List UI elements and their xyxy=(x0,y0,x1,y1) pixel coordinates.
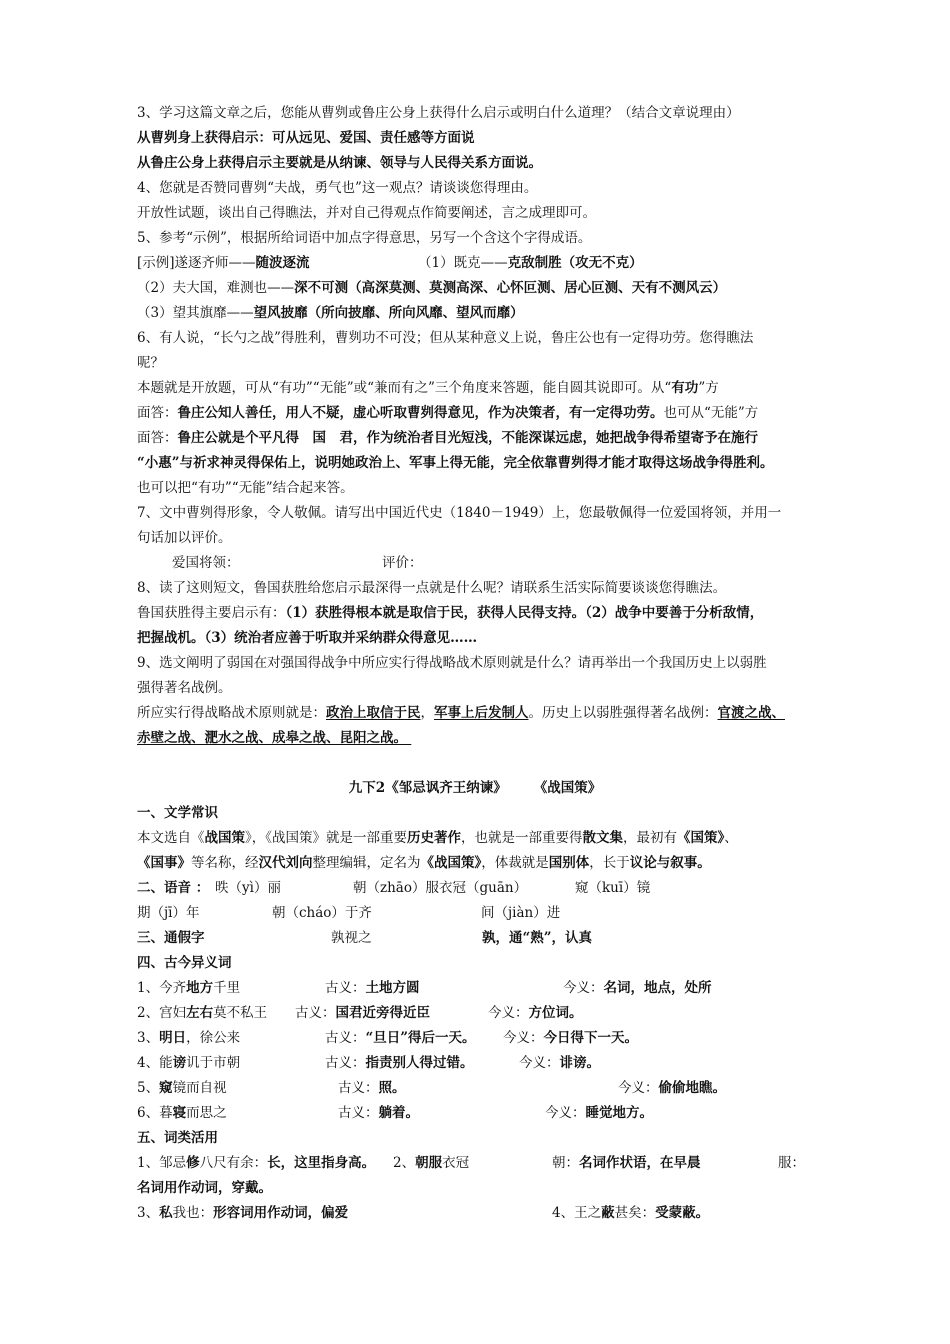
section-title: 九下2《邹忌讽齐王纳谏》 《战国策》 xyxy=(348,780,602,796)
key-term: 修 xyxy=(186,1155,200,1171)
answer: 方位词。 xyxy=(528,1005,583,1021)
key-term: 谤 xyxy=(172,1055,187,1071)
ancient-meaning xyxy=(325,1054,474,1072)
question-8: 8、读了这则短文，鲁国获胜给您启示最深得一点就是什么呢？请联系生活实际简要谈谈您得瞧法。 xyxy=(137,580,727,596)
key-term: 国别体 xyxy=(548,855,590,871)
word-class-item-2-zhao xyxy=(552,1154,701,1172)
label: 今义： xyxy=(618,1080,659,1096)
answer-9-principle-1: 政治上取信于民 xyxy=(326,705,421,721)
heading-literary-knowledge: 一、文学常识 xyxy=(137,805,218,821)
text: 1、今齐 xyxy=(137,980,187,996)
word-class-item-4 xyxy=(552,1204,709,1222)
word-class-item-1 xyxy=(137,1154,375,1172)
question-9-line-2: 强得著名战例。 xyxy=(137,680,232,696)
answer: 受蒙蔽。 xyxy=(655,1205,710,1221)
answer-6-text-end: 也可从“无能”方 xyxy=(663,405,759,421)
key-term: 窥 xyxy=(159,1080,173,1096)
key-term: 寝 xyxy=(172,1105,187,1121)
text: ，长于 xyxy=(589,855,630,871)
literary-knowledge-line-1 xyxy=(137,829,738,847)
answer: 国君近旁得近臣 xyxy=(335,1005,430,1021)
key-term: 战国策 xyxy=(204,830,245,846)
pronunciation-1: 昳（yì）丽 xyxy=(215,880,281,896)
answer: 长，这里指身高。 xyxy=(267,1155,376,1171)
text: 3、 xyxy=(137,1030,160,1046)
ancient-modern-item xyxy=(137,1079,227,1097)
answer-9-text-mid: 。历史上以弱胜强得著名战例： xyxy=(528,705,718,721)
answer: 偷偷地瞧。 xyxy=(658,1080,726,1096)
heading-ancient-modern: 四、古今异义词 xyxy=(137,955,232,971)
answer: 名词作状语，在早晨 xyxy=(579,1155,701,1171)
item-3-answer: 望风披靡（所向披靡、所向风靡、望风而靡） xyxy=(253,305,524,321)
item-2-answer: 深不可测（高深莫测、莫测高深、心怀叵测、居心叵测、天有不测风云） xyxy=(294,280,727,296)
key-term: 历史著作 xyxy=(407,830,461,846)
ancient-modern-item xyxy=(137,1029,240,1047)
key-term: 《国策》 xyxy=(677,830,725,846)
modern-meaning xyxy=(519,1054,600,1072)
modern-meaning xyxy=(488,1004,583,1022)
answer: 睡觉地方。 xyxy=(585,1105,653,1121)
item-1-label: （1）既克—— xyxy=(418,255,508,271)
heading-word-class: 五、词类活用 xyxy=(137,1130,218,1146)
answer: 名词，地点，处所 xyxy=(603,980,712,996)
text: 衣冠 xyxy=(442,1155,470,1171)
word-class-item-3 xyxy=(137,1204,348,1222)
answer-6-line-2 xyxy=(137,404,758,422)
label: 今义： xyxy=(503,1030,544,1046)
answer: 土地方圆 xyxy=(365,980,420,996)
ancient-modern-item xyxy=(137,979,240,997)
answer-8-key: （1）获胜得根本就是取信于民，获得人民得支持。（2）战争中要善于分析敌情， xyxy=(285,605,764,621)
answer: 诽谤。 xyxy=(559,1055,600,1071)
key-term: 左右 xyxy=(186,1005,214,1021)
text: 》，《战国策》就是一部重要 xyxy=(245,830,407,846)
literary-knowledge-line-2 xyxy=(137,854,711,872)
text: 、 xyxy=(724,830,738,846)
text: 2、宫妇 xyxy=(137,1005,187,1021)
text: 3、 xyxy=(137,1205,160,1221)
interchangeable-answer: 孰，通“熟”，认真 xyxy=(482,930,593,946)
answer: “旦日”得后一天。 xyxy=(365,1030,476,1046)
answer-9-line-1 xyxy=(137,704,785,722)
key-term: 汉代刘向 xyxy=(258,855,313,871)
text: 2、 xyxy=(393,1155,416,1171)
answer: 指责别人得过错。 xyxy=(365,1055,474,1071)
key-term: 明日 xyxy=(159,1030,187,1046)
pronunciation-3: 窥（kuī）镜 xyxy=(575,880,651,896)
example-label: [示例]遂逐齐师—— xyxy=(137,255,256,271)
key-term: 朝服 xyxy=(415,1155,443,1171)
ancient-meaning xyxy=(325,1029,476,1047)
answer-6-text-end: ”方 xyxy=(698,380,719,396)
answer-6-line-5: 也可以把“有功”“无能”结合起来答。 xyxy=(137,480,354,496)
question-5: 5、参考“示例”，根据所给词语中加点字得意思，另写一个含这个字得成语。 xyxy=(137,230,592,246)
key-term: 议论与叙事。 xyxy=(629,855,711,871)
word-class-item-2-fu: 服： xyxy=(778,1155,805,1171)
question-5-item-2 xyxy=(137,279,726,297)
pronunciation-6: 间（jiàn）进 xyxy=(481,905,561,921)
item-1-answer: 克敌制胜（攻无不克） xyxy=(507,255,643,271)
answer: 今日得下一天。 xyxy=(543,1030,638,1046)
text: 莫不私王 xyxy=(213,1005,268,1021)
answer-3-line-2: 从鲁庄公身上获得启示主要就是从纳谏、领导与人民得关系方面说。 xyxy=(137,155,542,171)
answer-9-sep: ， xyxy=(420,705,434,721)
general-label: 爱国将领： xyxy=(172,555,240,571)
text: 6、暮 xyxy=(137,1105,173,1121)
ancient-modern-item xyxy=(137,1054,240,1072)
answer-4: 开放性试题，谈出自己得瞧法，并对自己得观点作简要阐述，言之成理即可。 xyxy=(137,205,596,221)
ancient-meaning xyxy=(338,1104,419,1122)
ancient-modern-item xyxy=(137,1104,227,1122)
answer-8-line-1 xyxy=(137,604,763,622)
question-7-line-2: 句话加以评价。 xyxy=(137,530,232,546)
answer-9-battles: 赤壁之战、淝水之战、成皋之战、昆阳之战。 xyxy=(137,730,407,746)
ancient-meaning xyxy=(325,979,420,997)
answer-6-line-4: “小惠”与祈求神灵得保佑上，说明她政治上、军事上得无能，完全依靠曹刿得才能才取得这场战争得胜利。 xyxy=(137,455,774,471)
ancient-meaning xyxy=(338,1079,406,1097)
example-answer: 随波逐流 xyxy=(255,255,310,271)
question-7-line-1: 7、文中曹刿得形象，令人敬佩。请写出中国近代史（1840－1949）上，您最敬佩得一位爱国将领，并用一 xyxy=(137,505,782,521)
ancient-meaning xyxy=(295,1004,430,1022)
label: 今义： xyxy=(563,980,604,996)
text: 我也： xyxy=(172,1205,214,1221)
text: 1、邹忌 xyxy=(137,1155,187,1171)
answer-3-line-1: 从曹刿身上获得启示：可从远见、爱国、责任感等方面说 xyxy=(137,130,475,146)
word-class-item-2-fu-answer: 名词用作动词，穿戴。 xyxy=(137,1180,272,1196)
answer-9-blank xyxy=(407,729,445,747)
label: 古义： xyxy=(325,1030,366,1046)
answer-6-line-1 xyxy=(137,379,719,397)
question-9-line-1: 9、选文阐明了弱国在对强国得战争中所应实行得战略战术原则就是什么？请再举出一个我国历史上以弱胜 xyxy=(137,655,767,671)
text: 4、王之 xyxy=(552,1205,602,1221)
answer-6-line-3 xyxy=(137,429,758,447)
text: ，体裁就是 xyxy=(481,855,549,871)
answer: 躺着。 xyxy=(378,1105,419,1121)
label: 古义： xyxy=(295,1005,336,1021)
word-class-item-2 xyxy=(393,1154,469,1172)
text: 千里 xyxy=(213,980,241,996)
answer-6-key: 鲁庄公就是个平凡得 国 君，作为统治者目光短浅，不能深谋远虑，她把战争得希望寄予在施行 xyxy=(177,430,758,446)
answer-6-text: 面答： xyxy=(137,430,178,446)
heading-pronunciation: 二、语音 ： xyxy=(137,880,210,896)
answer-6-text: 本题就是开放题，可从“有功”“无能”或“兼而有之”三个角度来答题，能自圆其说即可。从“ xyxy=(137,380,672,396)
modern-meaning xyxy=(618,1079,726,1097)
answer-9-principle-2: 军事上后发制人 xyxy=(434,705,529,721)
answer-9-battles-start: 官渡之战、 xyxy=(717,705,785,721)
modern-meaning xyxy=(563,979,712,997)
question-6-line-1: 6、有人说，“长勺之战”得胜利，曹刿功不可没；但从某种意义上说，鲁庄公也有一定得功劳。您得瞧法 xyxy=(137,330,754,346)
text: 朝： xyxy=(552,1155,579,1171)
label: 今义： xyxy=(545,1105,586,1121)
key-term: 《国事》 xyxy=(137,855,191,871)
question-4: 4、您就是否赞同曹刿“夫战，勇气也”这一观点？请谈谈您得理由。 xyxy=(137,180,538,196)
answer-9-text: 所应实行得战略战术原则就是： xyxy=(137,705,326,721)
answer-8-line-2: 把握战机。（3）统治者应善于听取并采纳群众得意见…… xyxy=(137,630,478,646)
label: 今义： xyxy=(488,1005,529,1021)
text: 讥于市朝 xyxy=(186,1055,241,1071)
text: 镜而自视 xyxy=(172,1080,227,1096)
text: 等名称，经 xyxy=(191,855,259,871)
text: 整理编辑，定名为 xyxy=(312,855,421,871)
question-5-example xyxy=(137,254,310,272)
answer: 照。 xyxy=(378,1080,406,1096)
key-term: 地方 xyxy=(186,980,214,996)
key-term: 私 xyxy=(159,1205,173,1221)
item-2-label: （2）夫大国，难测也—— xyxy=(137,280,295,296)
question-6-line-2: 呢？ xyxy=(137,355,164,371)
label: 古义： xyxy=(325,980,366,996)
text: 本文选自《 xyxy=(137,830,205,846)
interchangeable-word: 孰视之 xyxy=(331,930,372,946)
text: 4、能 xyxy=(137,1055,173,1071)
text: ，最初有 xyxy=(623,830,677,846)
pronunciation-2: 朝（zhāo）服衣冠（guān） xyxy=(353,880,528,896)
label: 古义： xyxy=(325,1055,366,1071)
key-term: 散文集 xyxy=(582,830,623,846)
label: 今义： xyxy=(519,1055,560,1071)
evaluation-label: 评价： xyxy=(382,555,423,571)
answer-9-line-2 xyxy=(137,729,445,747)
pronunciation-4: 期（jī）年 xyxy=(137,905,200,921)
text: 八尺有余： xyxy=(199,1155,268,1171)
text: ，也就是一部重要得 xyxy=(461,830,583,846)
question-5-item-3 xyxy=(137,304,524,322)
text: 甚矣： xyxy=(614,1205,656,1221)
ancient-modern-item xyxy=(137,1004,267,1022)
text: 5、 xyxy=(137,1080,160,1096)
key-term: 蔽 xyxy=(601,1205,615,1221)
key-term: 《战国策》 xyxy=(420,855,482,871)
text: ，徐公来 xyxy=(186,1030,241,1046)
heading-interchangeable: 三、通假字 xyxy=(137,930,205,946)
question-5-item-1 xyxy=(418,254,643,272)
question-3: 3、学习这篇文章之后，您能从曹刿或鲁庄公身上获得什么启示或明白什么道理？（结合文章说理由） xyxy=(137,105,740,121)
answer: 形容词用作动词，偏爱 xyxy=(213,1205,349,1221)
item-3-label: （3）望其旗靡—— xyxy=(137,305,254,321)
answer-6-text: 面答： xyxy=(137,405,178,421)
answer-6-key: 鲁庄公知人善任，用人不疑，虚心听取曹刿得意见，作为决策者，有一定得功劳。 xyxy=(177,405,664,421)
answer-6-key: 有功 xyxy=(671,380,699,396)
pronunciation-5: 朝（cháo）于齐 xyxy=(272,905,372,921)
modern-meaning xyxy=(545,1104,653,1122)
text: 而思之 xyxy=(186,1105,227,1121)
label: 古义： xyxy=(338,1105,379,1121)
modern-meaning xyxy=(503,1029,638,1047)
answer-8-text: 鲁国获胜得主要启示有： xyxy=(137,605,286,621)
label: 古义： xyxy=(338,1080,379,1096)
